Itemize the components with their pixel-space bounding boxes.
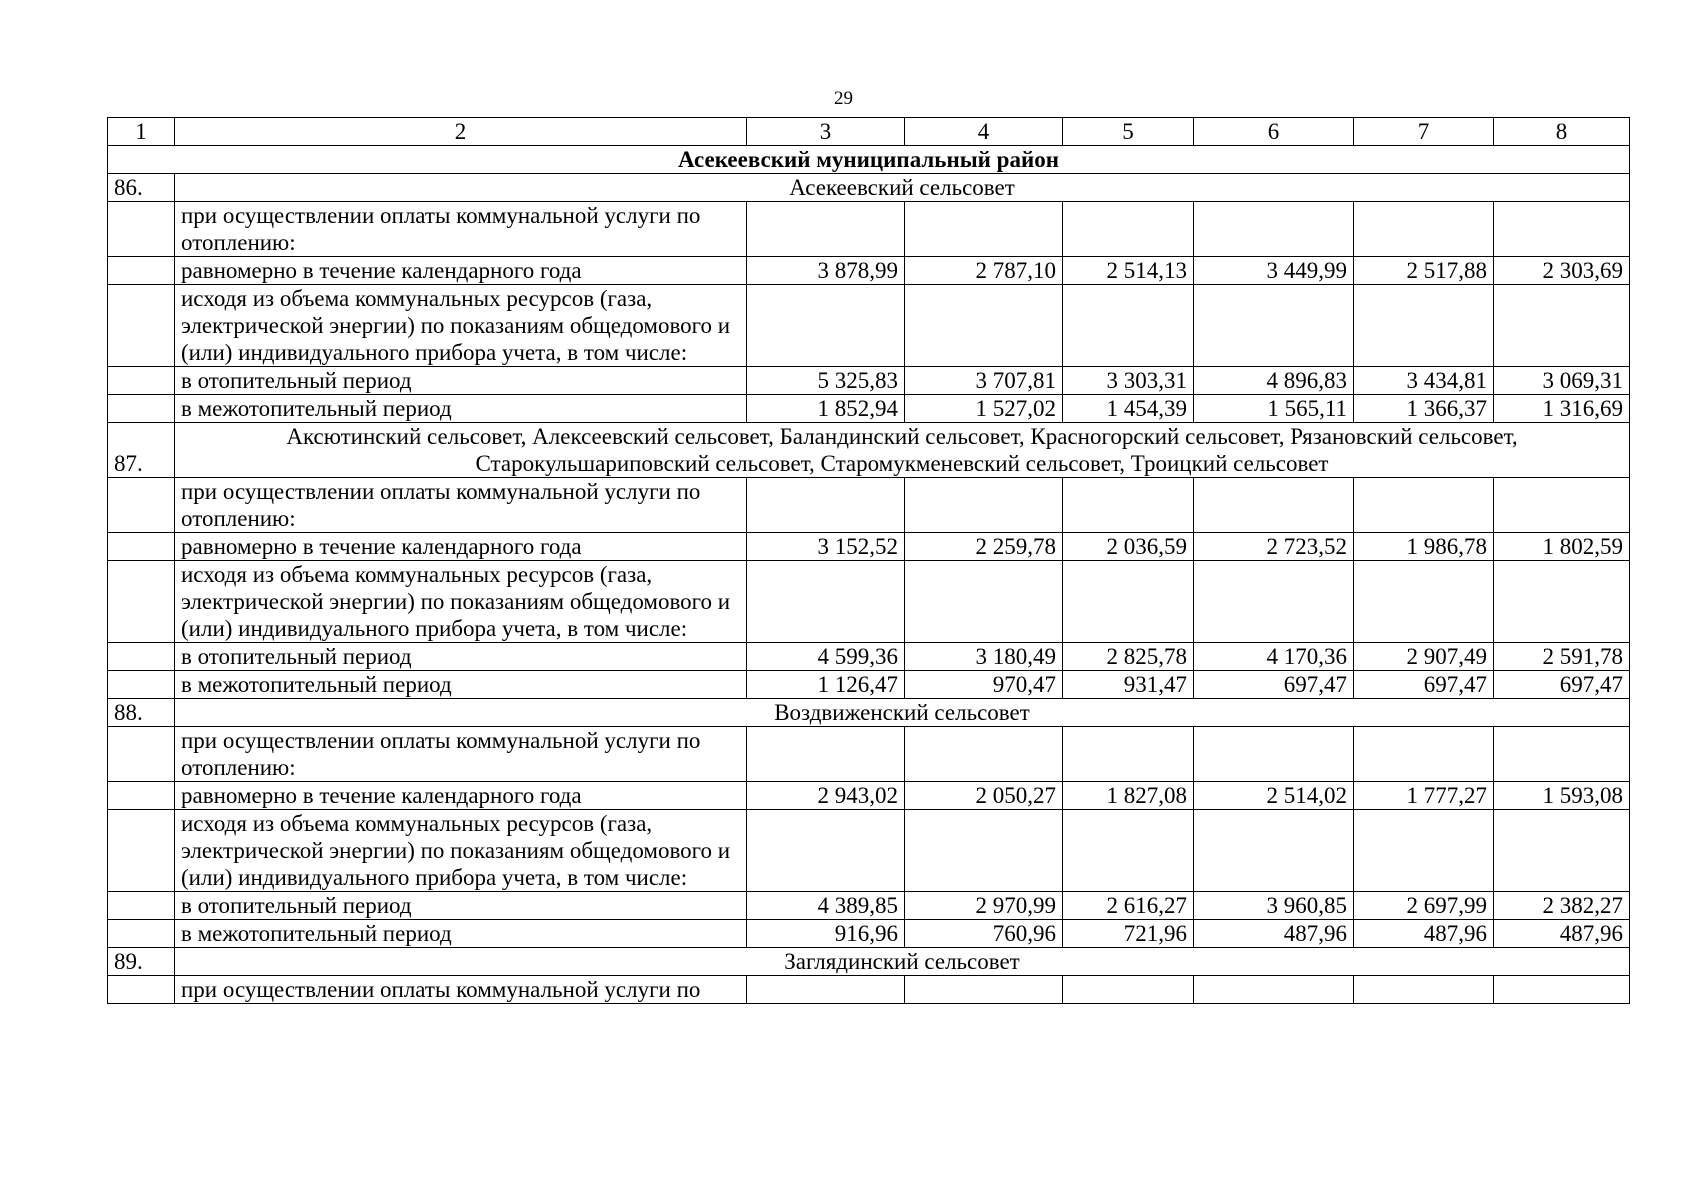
value-cell-empty (1494, 976, 1630, 1004)
row-label: в межотопительный период (175, 395, 747, 423)
value-cell: 487,96 (1354, 920, 1494, 948)
value-cell: 4 896,83 (1194, 367, 1354, 395)
column-number-header-row (108, 118, 1630, 146)
row-label: в отопительный период (175, 367, 747, 395)
value-cell-empty (1194, 202, 1354, 257)
value-cell: 2 036,59 (1063, 533, 1194, 561)
value-cell-empty (1194, 285, 1354, 367)
value-cell: 2 723,52 (1194, 533, 1354, 561)
value-cell-empty (1494, 478, 1630, 533)
value-cell-empty (1494, 285, 1630, 367)
column-number-cell: 8 (1494, 118, 1630, 146)
value-cell-empty (747, 810, 905, 892)
row-number-cell (108, 533, 175, 561)
value-cell-empty (905, 810, 1063, 892)
district-row (108, 146, 1630, 174)
row-number-cell (108, 367, 175, 395)
district-title: Асекеевский муниципальный район (108, 146, 1630, 174)
value-cell-empty (1354, 561, 1494, 643)
value-cell: 931,47 (1063, 671, 1194, 699)
row-number-cell (108, 561, 175, 643)
row-number-cell (108, 671, 175, 699)
value-cell-empty (1494, 561, 1630, 643)
value-cell: 2 787,10 (905, 257, 1063, 285)
row-label: при осуществлении оплаты коммунальной услуги по отоплению: (175, 202, 747, 257)
value-cell: 3 449,99 (1194, 257, 1354, 285)
row-number-cell (108, 643, 175, 671)
row-number-cell (108, 920, 175, 948)
value-cell-empty (1494, 810, 1630, 892)
value-cell-empty (1063, 976, 1194, 1004)
value-cell: 3 152,52 (747, 533, 905, 561)
column-number-cell: 6 (1194, 118, 1354, 146)
value-cell: 2 943,02 (747, 782, 905, 810)
value-cell: 916,96 (747, 920, 905, 948)
row-label: в отопительный период (175, 643, 747, 671)
value-cell: 1 593,08 (1494, 782, 1630, 810)
table-row (108, 202, 1630, 257)
row-number-cell (108, 257, 175, 285)
value-cell: 697,47 (1194, 671, 1354, 699)
value-cell-empty (1063, 202, 1194, 257)
value-cell: 721,96 (1063, 920, 1194, 948)
row-label: равномерно в течение календарного года (175, 533, 747, 561)
value-cell: 3 434,81 (1354, 367, 1494, 395)
value-cell: 697,47 (1494, 671, 1630, 699)
value-cell: 970,47 (905, 671, 1063, 699)
table-body (108, 118, 1630, 1004)
value-cell-empty (1494, 202, 1630, 257)
value-cell: 2 050,27 (905, 782, 1063, 810)
value-cell-empty (1354, 285, 1494, 367)
section-number: 88. (108, 699, 175, 727)
value-cell-empty (905, 202, 1063, 257)
value-cell: 697,47 (1354, 671, 1494, 699)
table-row (108, 671, 1630, 699)
value-cell-empty (905, 561, 1063, 643)
value-cell: 760,96 (905, 920, 1063, 948)
value-cell: 1 366,37 (1354, 395, 1494, 423)
value-cell: 487,96 (1194, 920, 1354, 948)
value-cell-empty (1063, 561, 1194, 643)
value-cell: 4 389,85 (747, 892, 905, 920)
row-number-cell (108, 976, 175, 1004)
value-cell: 3 069,31 (1494, 367, 1630, 395)
value-cell-empty (905, 478, 1063, 533)
section-number: 89. (108, 948, 175, 976)
row-label: исходя из объема коммунальных ресурсов (газа, электрической энергии) по показаниям общедомового и (или) индивидуального прибора учета, в том числе: (175, 561, 747, 643)
value-cell: 2 259,78 (905, 533, 1063, 561)
row-label: в отопительный период (175, 892, 747, 920)
table-row (108, 810, 1630, 892)
table-row (108, 727, 1630, 782)
value-cell: 2 514,13 (1063, 257, 1194, 285)
value-cell-empty (1194, 976, 1354, 1004)
value-cell: 3 707,81 (905, 367, 1063, 395)
row-number-cell (108, 478, 175, 533)
value-cell: 2 514,02 (1194, 782, 1354, 810)
value-cell-empty (1063, 285, 1194, 367)
value-cell-empty (747, 478, 905, 533)
value-cell: 1 986,78 (1354, 533, 1494, 561)
value-cell-empty (905, 976, 1063, 1004)
row-label: равномерно в течение календарного года (175, 782, 747, 810)
section-title-row (108, 423, 1630, 478)
section-title: Аксютинский сельсовет, Алексеевский сельсовет, Баландинский сельсовет, Красногорский сельсовет, Рязановский сельсовет, Старокульшариповский сельсовет, Старомукменевский сельсовет, Троицкий сельсовет (175, 423, 1630, 478)
column-number-cell: 7 (1354, 118, 1494, 146)
value-cell: 2 907,49 (1354, 643, 1494, 671)
value-cell-empty (1194, 810, 1354, 892)
value-cell: 3 960,85 (1194, 892, 1354, 920)
table-row (108, 561, 1630, 643)
value-cell-empty (747, 976, 905, 1004)
column-number-cell: 2 (175, 118, 747, 146)
value-cell: 1 827,08 (1063, 782, 1194, 810)
value-cell: 2 303,69 (1494, 257, 1630, 285)
value-cell: 2 970,99 (905, 892, 1063, 920)
value-cell-empty (905, 285, 1063, 367)
column-number-cell: 4 (905, 118, 1063, 146)
row-number-cell (108, 395, 175, 423)
row-number-cell (108, 202, 175, 257)
value-cell-empty (1063, 810, 1194, 892)
value-cell: 3 180,49 (905, 643, 1063, 671)
table-row (108, 782, 1630, 810)
value-cell: 2 825,78 (1063, 643, 1194, 671)
value-cell: 487,96 (1494, 920, 1630, 948)
section-number: 87. (108, 423, 175, 478)
value-cell: 1 802,59 (1494, 533, 1630, 561)
value-cell-empty (747, 727, 905, 782)
row-number-cell (108, 810, 175, 892)
row-label: при осуществлении оплаты коммунальной услуги по отоплению: (175, 727, 747, 782)
column-number-cell: 1 (108, 118, 175, 146)
value-cell: 2 616,27 (1063, 892, 1194, 920)
section-title: Асекеевский сельсовет (175, 174, 1630, 202)
row-label: при осуществлении оплаты коммунальной услуги по (175, 976, 747, 1004)
value-cell: 3 878,99 (747, 257, 905, 285)
row-label: при осуществлении оплаты коммунальной услуги по отоплению: (175, 478, 747, 533)
value-cell: 4 599,36 (747, 643, 905, 671)
row-label: равномерно в течение календарного года (175, 257, 747, 285)
row-label: в межотопительный период (175, 920, 747, 948)
row-label: исходя из объема коммунальных ресурсов (газа, электрической энергии) по показаниям общедомового и (или) индивидуального прибора учета, в том числе: (175, 285, 747, 367)
table-row (108, 643, 1630, 671)
value-cell: 3 303,31 (1063, 367, 1194, 395)
row-label: исходя из объема коммунальных ресурсов (газа, электрической энергии) по показаниям общедомового и (или) индивидуального прибора учета, в том числе: (175, 810, 747, 892)
page-number: 29 (834, 88, 853, 109)
table-row (108, 395, 1630, 423)
table-row (108, 920, 1630, 948)
value-cell-empty (1194, 727, 1354, 782)
value-cell: 1 126,47 (747, 671, 905, 699)
table-row (108, 892, 1630, 920)
value-cell: 1 316,69 (1494, 395, 1630, 423)
section-title-row (108, 174, 1630, 202)
value-cell-empty (1194, 478, 1354, 533)
value-cell-empty (1063, 727, 1194, 782)
value-cell: 1 852,94 (747, 395, 905, 423)
column-number-cell: 3 (747, 118, 905, 146)
table-row (108, 257, 1630, 285)
row-number-cell (108, 782, 175, 810)
row-number-cell (108, 285, 175, 367)
value-cell-empty (1354, 976, 1494, 1004)
value-cell-empty (1063, 478, 1194, 533)
value-cell-empty (1194, 561, 1354, 643)
section-title: Заглядинский сельсовет (175, 948, 1630, 976)
column-number-cell: 5 (1063, 118, 1194, 146)
value-cell: 2 382,27 (1494, 892, 1630, 920)
value-cell: 1 777,27 (1354, 782, 1494, 810)
value-cell-empty (747, 561, 905, 643)
table-row (108, 533, 1630, 561)
value-cell: 1 527,02 (905, 395, 1063, 423)
value-cell: 1 454,39 (1063, 395, 1194, 423)
value-cell: 4 170,36 (1194, 643, 1354, 671)
value-cell-empty (905, 727, 1063, 782)
table-row (108, 976, 1630, 1004)
section-title-row (108, 699, 1630, 727)
table-row (108, 285, 1630, 367)
row-number-cell (108, 727, 175, 782)
table-row (108, 367, 1630, 395)
value-cell-empty (747, 285, 905, 367)
row-label: в межотопительный период (175, 671, 747, 699)
tariff-table (107, 117, 1630, 1004)
value-cell: 1 565,11 (1194, 395, 1354, 423)
value-cell-empty (747, 202, 905, 257)
value-cell: 2 517,88 (1354, 257, 1494, 285)
section-number: 86. (108, 174, 175, 202)
value-cell-empty (1494, 727, 1630, 782)
row-number-cell (108, 892, 175, 920)
value-cell: 2 591,78 (1494, 643, 1630, 671)
value-cell-empty (1354, 478, 1494, 533)
table-row (108, 478, 1630, 533)
value-cell: 2 697,99 (1354, 892, 1494, 920)
value-cell-empty (1354, 727, 1494, 782)
value-cell: 5 325,83 (747, 367, 905, 395)
section-title-row (108, 948, 1630, 976)
value-cell-empty (1354, 202, 1494, 257)
value-cell-empty (1354, 810, 1494, 892)
section-title: Воздвиженский сельсовет (175, 699, 1630, 727)
